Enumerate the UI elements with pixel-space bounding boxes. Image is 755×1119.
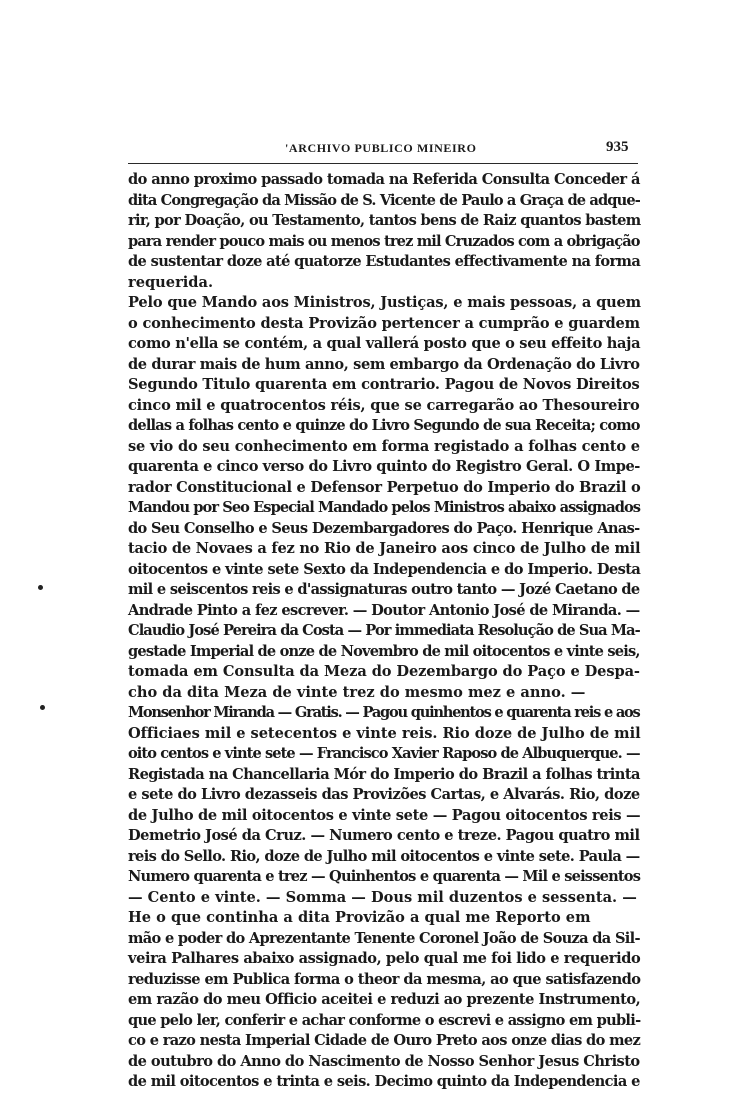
text-line: do Seu Conselho e Seus Dezembargadores do Paço. Henrique Anas- xyxy=(128,519,640,537)
header-rule xyxy=(128,163,638,164)
text-line: e sete do Livro dezasseis das Provizões Cartas, e Alvarás. Rio, doze xyxy=(128,786,640,803)
text-line: reis do Sello. Rio, doze de Julho mil oitocentos e vinte sete. Paula — xyxy=(128,847,640,865)
text-line: Monsenhor Miranda — Gratis. — Pagou quinhentos e quarenta reis e aos xyxy=(128,704,640,721)
text-line: Segundo Titulo quarenta em contrario. Pagou de Novos Direitos xyxy=(128,376,640,393)
text-line: Pelo que Mando aos Ministros, Justiças, e mais pessoas, a quem xyxy=(128,294,641,311)
text-line: Demetrio José da Cruz. — Numero cento e treze. Pagou quatro mil xyxy=(128,827,640,844)
text-line: como n'ella se contém, a qual vallerá posto que o seu effeito haja xyxy=(128,335,641,352)
text-line: o conhecimento desta Provizão pertencer a cumprão e guardem xyxy=(128,314,640,332)
text-line: do anno proximo passado tomada na Referida Consulta Conceder á xyxy=(128,171,640,188)
text-line: rador Constitucional e Defensor Perpetuo do Imperio do Brazil o xyxy=(128,478,641,496)
text-line: de Julho de mil oitocentos e vinte sete — Pagou oitocentos reis — xyxy=(128,806,641,824)
text-line: — Cento e vinte. — Somma — Dous mil duzentos e sessenta. — xyxy=(128,888,637,906)
text-line: Registada na Chancellaria Mór do Imperio do Brazil a folhas trinta xyxy=(128,765,640,783)
text-line: quarenta e cinco verso do Livro quinto do Registro Geral. O Impe- xyxy=(128,458,640,475)
text-line: requerida. xyxy=(128,273,214,291)
text-line: para render pouco mais ou menos trez mil Cruzados com a obrigação xyxy=(128,232,640,250)
text-line: cho da dita Meza de vinte trez do mesmo mez e anno. — xyxy=(128,683,586,701)
text-line: rir, por Doação, ou Testamento, tantos bens de Raiz quantos bastem xyxy=(128,212,641,229)
running-head: 'ARCHIVO PUBLICO MINEIRO xyxy=(285,141,477,155)
text-line: veira Palhares abaixo assignado, pelo qual me foi lido e requerido xyxy=(128,950,641,967)
text-line: se vio do seu conhecimento em forma registado a folhas cento e xyxy=(128,437,640,455)
text-line: reduzisse em Publica forma o theor da mesma, ao que satisfazendo xyxy=(128,970,641,988)
body-text xyxy=(128,170,640,1093)
text-line: de mil oitocentos e trinta e seis. Decimo quinto da Independencia e xyxy=(128,1073,640,1090)
text-line: de outubro do Anno do Nascimento de Nosso Senhor Jesus Christo xyxy=(128,1052,640,1070)
text-line: de sustentar doze até quatorze Estudantes effectivamente na forma xyxy=(128,253,641,270)
text-line: em razão do meu Officio aceitei e reduzi ao prezente Instrumento, xyxy=(128,991,641,1008)
text-line: tomada em Consulta da Meza do Dezembargo do Paço e Despa- xyxy=(128,663,640,680)
text-line: gestade Imperial de onze de Novembro de mil oitocentos e vinte seis, xyxy=(128,642,640,660)
text-line: co e razo nesta Imperial Cidade de Ouro Preto aos onze dias do mez xyxy=(128,1032,641,1049)
text-line: mão e poder do Aprezentante Tenente Coronel João de Souza da Sil- xyxy=(128,929,640,947)
page-number: 935 xyxy=(606,139,629,155)
margin-dot xyxy=(38,585,43,590)
text-line: oitocentos e vinte sete Sexto da Independencia e do Imperio. Desta xyxy=(128,560,641,578)
text-line: que pelo ler, conferir e achar conforme o escrevi e assigno em publi- xyxy=(128,1011,641,1029)
text-line: cinco mil e quatrocentos réis, que se carregarão ao Thesoureiro xyxy=(128,396,640,414)
text-line: Andrade Pinto a fez escrever. — Doutor Antonio José de Miranda. — xyxy=(128,601,640,619)
text-line: oito centos e vinte sete — Francisco Xavier Raposo de Albuquerque. — xyxy=(128,745,640,762)
text-line: Mandou por Seo Especial Mandado pelos Ministros abaixo assignados xyxy=(128,499,641,516)
text-line: Claudio José Pereira da Costa — Por immediata Resolução de Sua Ma- xyxy=(128,622,640,639)
text-line: Officiaes mil e setecentos e vinte reis. Rio doze de Julho de mil xyxy=(128,724,641,742)
text-line: dellas a folhas cento e quinze do Livro Segundo de sua Receita; como xyxy=(128,417,640,434)
text-line: dita Congregação da Missão de S. Vicente de Paulo a Graça de adque- xyxy=(128,191,640,209)
text-line: mil e seiscentos reis e d'assignaturas outro tanto — Jozé Caetano de xyxy=(128,581,640,598)
text-line: Numero quarenta e trez — Quinhentos e quarenta — Mil e seissentos xyxy=(128,868,641,885)
text-line: de durar mais de hum anno, sem embargo da Ordenação do Livro xyxy=(128,355,640,373)
text-line: He o que continha a dita Provizão a qual me Reporto em xyxy=(128,909,591,926)
text-line: tacio de Novaes a fez no Rio de Janeiro aos cinco de Julho de mil xyxy=(128,540,641,557)
margin-dot xyxy=(40,705,45,710)
